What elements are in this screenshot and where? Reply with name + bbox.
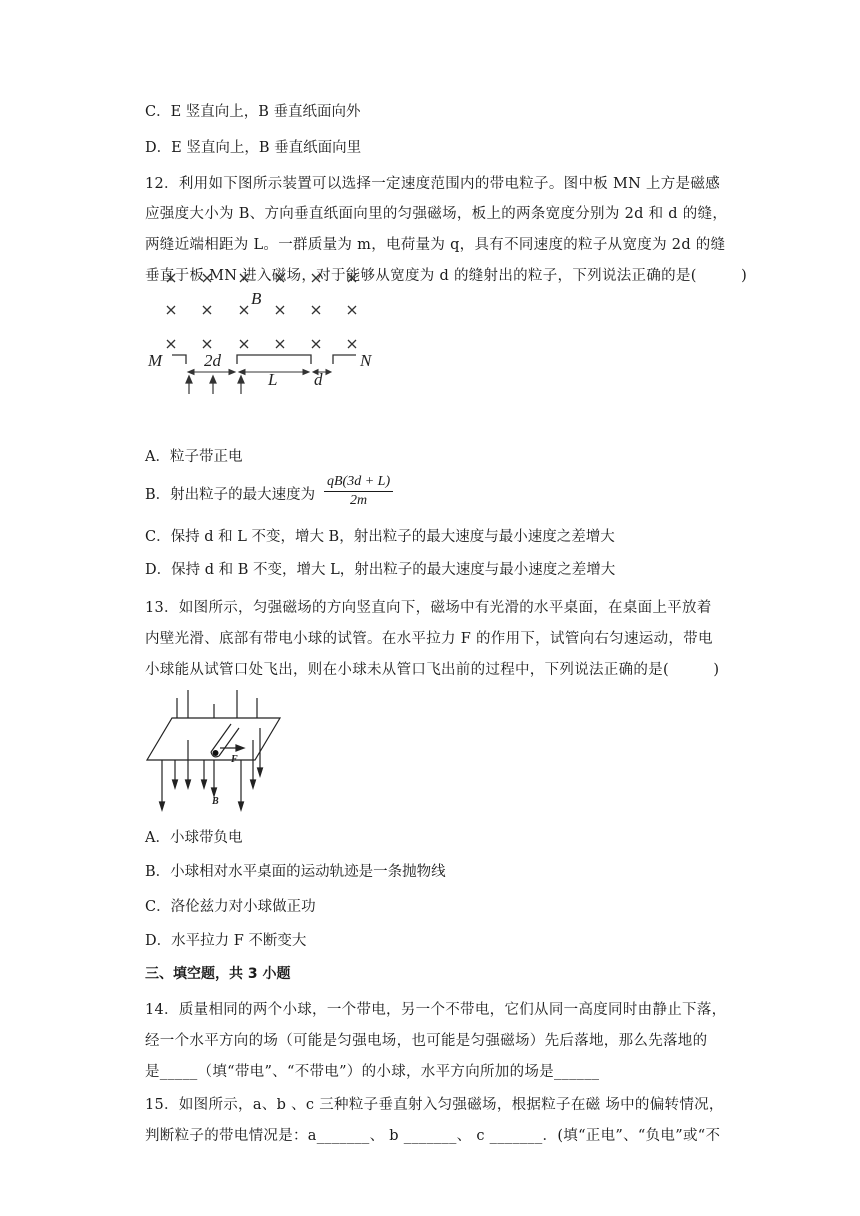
- q13-stem-line-1: 13．如图所示，匀强磁场的方向竖直向下，磁场中有光滑的水平桌面，在桌面上平放着: [145, 600, 712, 616]
- field-label-b: B: [251, 289, 262, 308]
- force-label-f: F: [231, 754, 238, 765]
- dimension-label-d: d: [314, 370, 323, 389]
- q13-option-b: B．小球相对水平桌面的运动轨迹是一条抛物线: [145, 864, 446, 880]
- charged-ball: [213, 750, 219, 756]
- plate-label-m: M: [148, 351, 163, 370]
- q12-option-a: A．粒子带正电: [145, 449, 243, 465]
- q12-stem-line-3: 两缝近端相距为 L。一群质量为 m，电荷量为 q，具有不同速度的粒子从宽度为 2d 的缝: [145, 237, 726, 253]
- q12-stem-line-2: 应强度大小为 B、方向垂直纸面向里的匀强磁场，板上的两条宽度分别为 2d 和 d 的缝，: [145, 206, 728, 222]
- q12-option-d: D．保持 d 和 B 不变，增大 L，射出粒子的最大速度与最小速度之差增大: [145, 562, 616, 578]
- q15-line-1: 15．如图所示，a、b 、c 三种粒子垂直射入匀强磁场，根据粒子在磁 场中的偏转情况，: [145, 1097, 724, 1113]
- q13-option-d: D．水平拉力 F 不断变大: [145, 933, 307, 949]
- q14-line-2: 经一个水平方向的场（可能是匀强电场，也可能是匀强磁场）先后落地，那么先落地的: [145, 1033, 708, 1049]
- q15-line-2: 判断粒子的带电情况是：a_______、 b _______、 c _______．(填“正电”、“负电”或“不: [145, 1128, 721, 1144]
- incoming-particle-arrows: [186, 376, 244, 394]
- q12-magnetic-slit-figure: [140, 268, 400, 398]
- dimension-arrows: [188, 370, 331, 375]
- q12-stem-line-1: 12．利用如下图所示装置可以选择一定速度范围内的带电粒子。图中板 MN 上方是磁感: [145, 176, 720, 192]
- q13-option-a: A．小球带负电: [145, 830, 243, 846]
- plate-label-n: N: [360, 351, 372, 370]
- q12-option-c: C．保持 d 和 L 不变，增大 B，射出粒子的最大速度与最小速度之差增大: [145, 529, 615, 545]
- magnetic-field-crosses: [167, 274, 356, 348]
- fraction-numerator: qB(3d + L): [324, 474, 393, 492]
- q12-stem-line-4: 垂直于板 MN 进入磁场，对于能够从宽度为 d 的缝射出的粒子，下列说法正确的是( ): [145, 268, 748, 284]
- q11-option-c: C．E 竖直向上，B 垂直纸面向外: [145, 104, 361, 120]
- q14-line-3: 是_____（填“带电”、“不带电”）的小球，水平方向所加的场是______: [145, 1064, 600, 1080]
- q13-stem-line-2: 内壁光滑、底部有带电小球的试管。在水平拉力 F 的作用下，试管向右匀速运动，带电: [145, 631, 713, 647]
- fraction-denominator: 2m: [349, 493, 368, 508]
- q14-line-1: 14．质量相同的两个小球，一个带电，另一个不带电，它们从同一高度同时由静止下落，: [145, 1002, 727, 1018]
- q13-test-tube-figure: [140, 690, 290, 815]
- q13-option-c: C．洛伦兹力对小球做正功: [145, 899, 316, 915]
- section-heading-fill-in: 三、填空题，共 3 小题: [145, 966, 291, 982]
- q12-option-b: B．射出粒子的最大速度为: [145, 487, 316, 503]
- dimension-label-2d: 2d: [204, 351, 221, 370]
- q11-option-d: D．E 竖直向上，B 垂直纸面向里: [145, 140, 362, 156]
- dimension-label-l: L: [268, 370, 278, 389]
- q12-option-b-fraction: [324, 474, 393, 509]
- plate-mn: [172, 355, 356, 364]
- field-label-b: B: [212, 796, 219, 807]
- q13-stem-line-3: 小球能从试管口处飞出，则在小球未从管口飞出前的过程中，下列说法正确的是( ): [145, 662, 720, 678]
- field-lines-down: [160, 728, 263, 810]
